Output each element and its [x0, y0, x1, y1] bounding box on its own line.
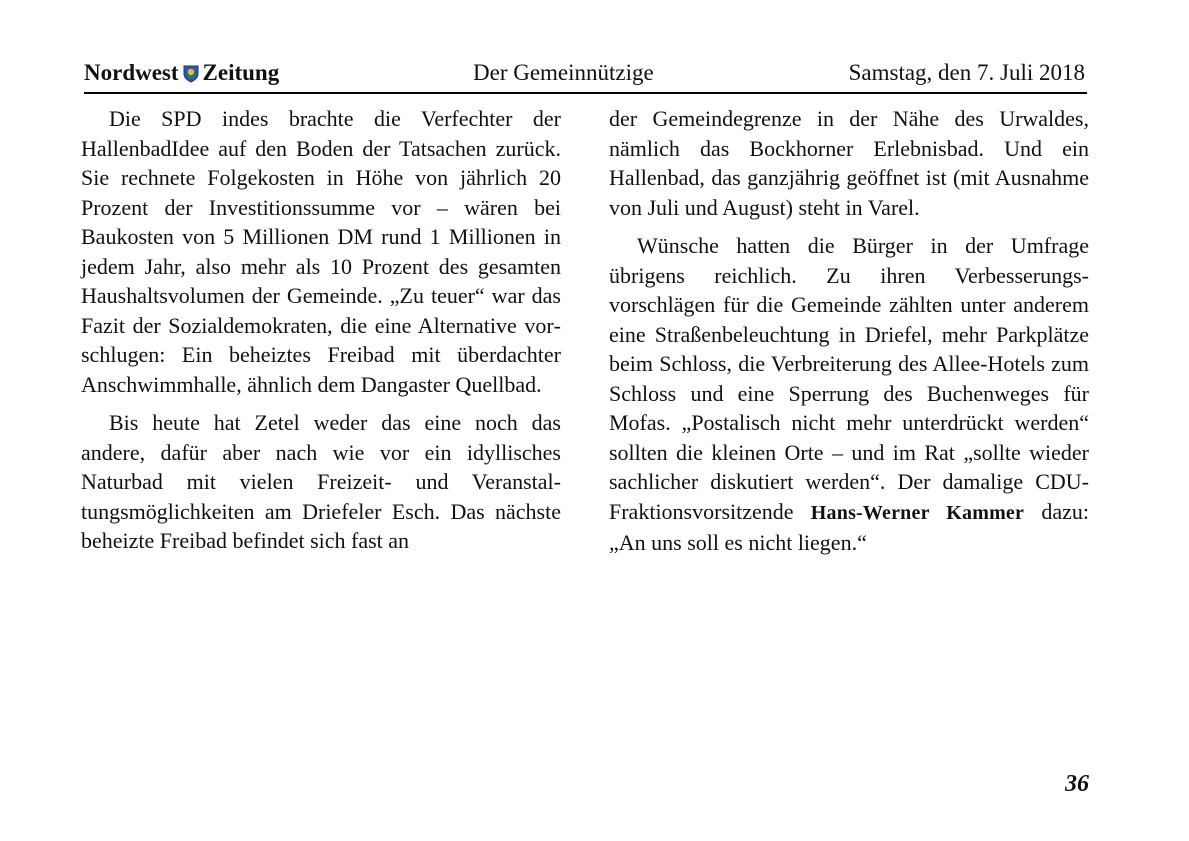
- newspaper-masthead: [84, 58, 279, 88]
- section-title: Der Gemeinnützige: [473, 60, 654, 85]
- issue-date: Samstag, den 7. Juli 2018: [848, 60, 1085, 85]
- right-column: [609, 104, 1089, 567]
- left-column: [81, 104, 561, 565]
- masthead-left: Nordwest: [84, 60, 179, 85]
- paragraph-buergerwuensche: [609, 231, 1089, 558]
- coat-of-arms-icon: [183, 65, 199, 83]
- person-name: Hans-Werner Kammer: [810, 501, 1025, 524]
- paragraph-quote: dazu: „An uns soll es nicht liegen.“: [609, 498, 1089, 555]
- paragraph-naturbad: Bis heute hat Zetel weder das eine noch das andere, dafür aber nach wie vor ein idyllisches Naturbad mit vielen Freizeit- und Veranstaltungsmöglichkeiten am Driefeler Esch. Das nächste beheizte Freibad befindet sich fast an: [81, 410, 561, 553]
- paragraph-hallenbad-debate: Die SPD indes brachte die Verfechter der HallenbadIdee auf den Boden der Tatsachen zurück. Sie rechnete Folgekosten in Höhe von jährlich 20 Prozent der Investitionssumme vor – wären bei Baukosten von 5 Millionen DM rund 1 Millionen in jedem Jahr, also mehr als 10 Prozent des gesamten Haushaltsvolumen der Gemeinde. „Zu teuer“ war das Fazit der Sozialdemokraten, die eine Alternative vorschlugen: Ein beheiztes Freibad mit überdachter Anschwimmhalle, ähnlich dem Dangaster Quellbad.: [81, 106, 561, 397]
- page-number: 36: [1065, 771, 1089, 797]
- masthead-right: Zeitung: [202, 60, 280, 85]
- page-header: [84, 58, 1087, 94]
- paragraph-erlebnisbad: der Gemeindegrenze in der Nähe des Urwaldes, nämlich das Bockhorner Erlebnisbad. Und ein Hallenbad, das ganzjährig geöffnet ist (mit Ausnahme von Juli und August) steht in Varel.: [609, 106, 1089, 220]
- paragraph-text: Wünsche hatten die Bürger in der Umfrage übrigens reichlich. Zu ihren Verbesserungsvorschlägen für die Gemeinde zählten unter anderem eine Straßenbeleuchtung in Driefel, mehr Parkplätze beim Schloss, die Verbreiterung des Allee-Hotels zum Schloss und eine Sperrung des Buchenweges für Mofas. „Postalisch nicht mehr unterdrückt werden“ sollten die kleinen Orte – und im Rat „sollte wieder sachlicher diskutiert werden“. Der damalige CDU-Fraktionsvorsitzende: [609, 233, 1089, 524]
